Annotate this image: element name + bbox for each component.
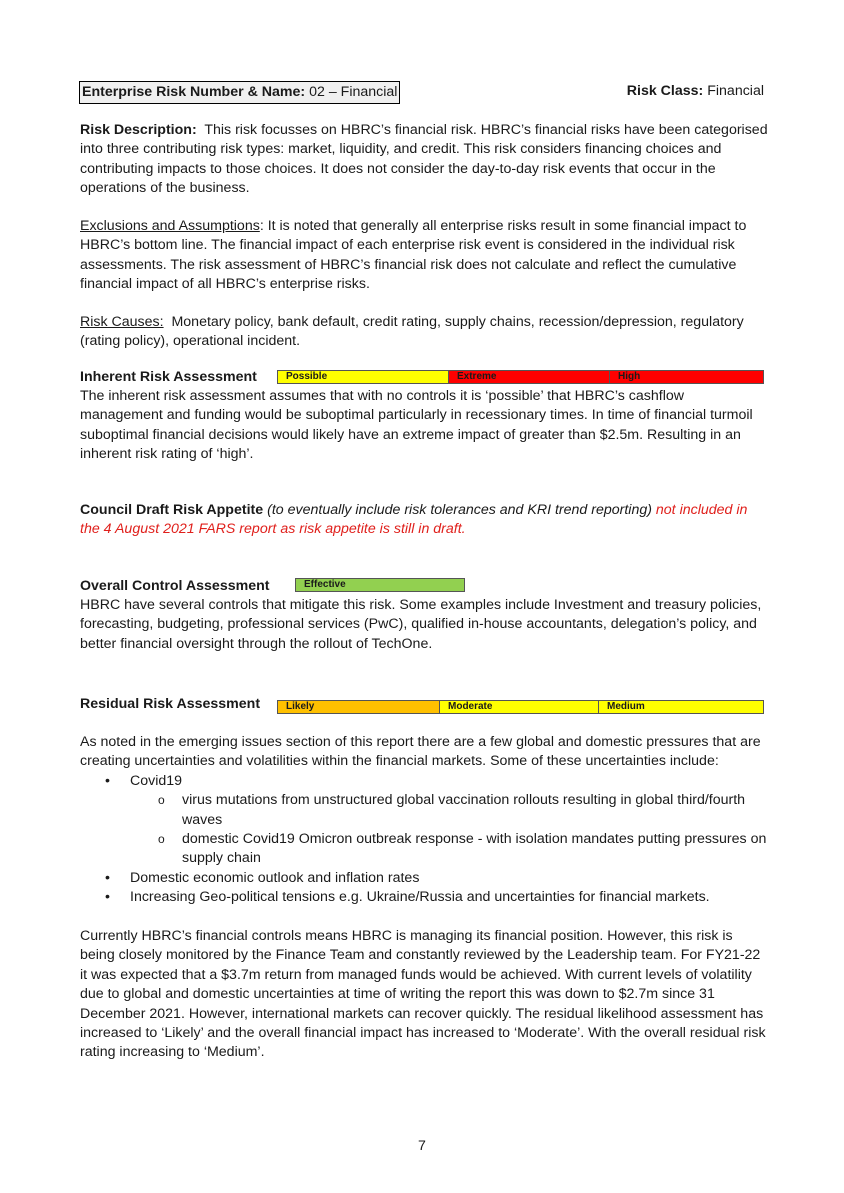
inherent-impact: Extreme [449,371,610,383]
sub-list-item: o domestic Covid19 Omicron outbreak response - with isolation mandates putting pressures on supply chain [130,830,780,869]
appetite-label: Council Draft Risk Appetite [80,502,264,518]
sub-list-item: o virus mutations from unstructured global vaccination rollouts resulting in global third/fourth waves [130,791,780,830]
covid-sublist [130,791,780,869]
risk-class-value: Financial [707,83,764,99]
risk-number-label: Enterprise Risk Number & Name: [82,84,306,100]
risk-causes [80,313,770,352]
risk-description-text: This risk focusses on HBRC’s financial risk. HBRC’s financial risks have been categorised into three contributing risk types: market, liquidity, and credit. This risk considers financing choices and contributing impacts to those choices. It does not consider the day-to-day risk events that occur in the operations of the business. [80,122,768,197]
risk-number-value: 02 – Financial [309,84,398,100]
inherent-likelihood: Possible [278,371,449,383]
exclusions-label: Exclusions and Assumptions [80,218,260,234]
appetite-red-note: not included in the 4 August 2021 FARS report as risk appetite is still in draft. [80,502,748,538]
list-item: • Domestic economic outlook and inflation rates [80,869,780,888]
page-number: 7 [418,1138,426,1154]
risk-class [627,82,764,101]
inherent-risk-bar [277,370,764,384]
risk-description [80,121,770,199]
control-assessment-bar [295,578,465,592]
list-item [80,772,780,869]
risk-number-box [79,81,400,104]
residual-risk-heading: Residual Risk Assessment [80,696,261,712]
uncertainty-list [80,772,780,908]
exclusions-text: : It is noted that generally all enterprise risks result in some financial impact to HBRC’s bottom line. The financial impact of each enterprise risk event is considered in the individual risk assessments. The risk assessment of HBRC’s financial risk does not calculate and reflect the cumulative financial impact of all HBRC’s enterprise risks. [80,218,747,293]
residual-risk-body [80,733,780,908]
inherent-risk-heading: Inherent Risk Assessment [80,369,257,385]
residual-likelihood: Likely [278,701,440,713]
appetite-note: (to eventually include risk tolerances and KRI trend reporting) [267,502,652,518]
risk-description-label: Risk Description: [80,122,197,138]
inherent-rating: High [610,371,763,383]
risk-causes-label: Risk Causes: [80,314,164,330]
residual-risk-bar [277,700,764,714]
residual-impact: Moderate [440,701,599,713]
list-item: • Increasing Geo-political tensions e.g. Ukraine/Russia and uncertainties for financial markets. [80,888,780,907]
residual-rating: Medium [599,701,763,713]
risk-class-label: Risk Class: [626,83,704,99]
control-assessment-text: HBRC have several controls that mitigate this risk. Some examples include Investment and treasury policies, forecasting, budgeting, professional services (PwC), qualified in-house accountants, delegation’s policy, and better financial oversight through the rollout of TechOne. [80,597,762,652]
risk-appetite [80,501,770,540]
control-rating: Effective [296,579,464,591]
risk-causes-text: Monetary policy, bank default, credit rating, supply chains, recession/depression, regulatory (rating policy), operational incident. [80,314,744,350]
exclusions-assumptions [80,217,770,295]
control-assessment-heading: Overall Control Assessment [80,578,270,594]
residual-intro: As noted in the emerging issues section of this report there are a few global and domestic pressures that are creating uncertainties and volatilities within the financial markets. Some of these uncertainties include: [80,734,761,770]
list-item-text: Covid19 [130,772,183,789]
inherent-risk-text: The inherent risk assessment assumes that with no controls it is ‘possible’ that HBRC’s cashflow management and funding would be suboptimal particularly in recessionary times. In time of financial turmoil suboptimal financial decisions would likely have an extreme impact of greater than $2.5m. Resulting in an inherent risk rating of ‘high’. [80,388,753,463]
residual-closing-text: Currently HBRC’s financial controls means HBRC is managing its financial position. However, this risk is being closely monitored by the Finance Team and constantly reviewed by the Leadership team. For FY21-22 it was expected that a $3.7m return from managed funds would be achieved. With current levels of volatility due to global and domestic uncertainties at time of writing the report this was down to $2.7m since 31 December 2021. However, international markets can recover quickly. The residual likelihood assessment has increased to ‘Likely’ and the overall financial impact has increased to ‘Moderate’. With the overall residual risk rating increasing to ‘Medium’. [80,928,766,1061]
